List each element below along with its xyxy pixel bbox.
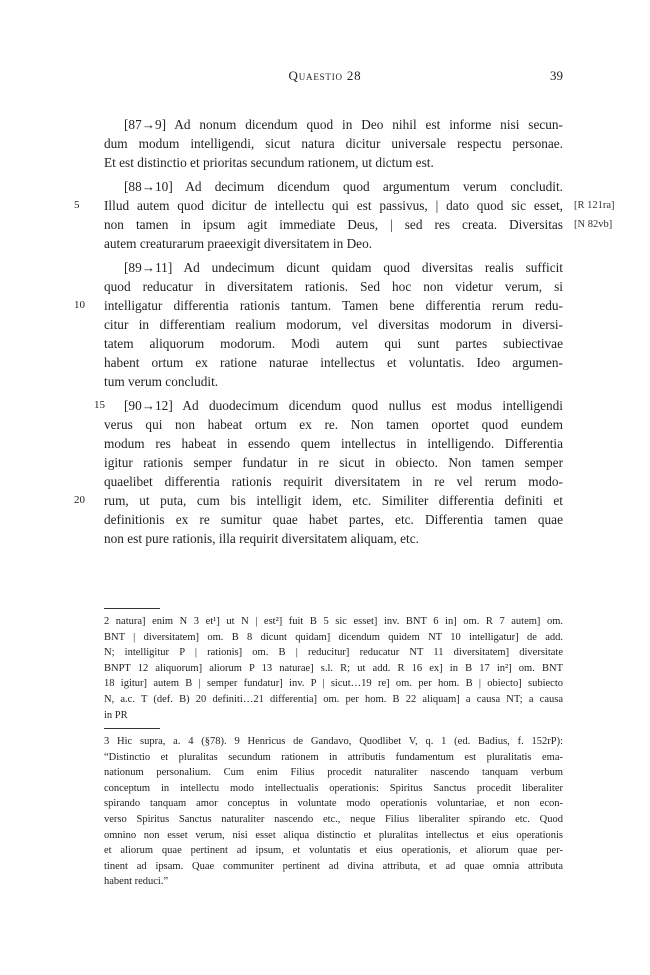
line-text: citur in differentiam realium modorum, vel diversitas modorum in diversi-	[104, 317, 563, 332]
line-text: [90→12] Ad duodecimum dicendum quod nullus est modus intelligendi	[124, 398, 563, 413]
text-line	[104, 472, 563, 491]
text-line	[104, 258, 563, 277]
running-head	[0, 68, 650, 86]
line-text: intelligatur differentia rationis tantum. Tamen bene differentia rerum redu-	[104, 298, 563, 313]
line-number: 20	[74, 494, 85, 506]
apparatus-critical-line: BNT | diversitatem] om. B 8 dicunt quidam] dicendum quidem NT 10 intelligatur] de add.	[104, 631, 563, 643]
apparatus-fontium-line: nationum personalium. Cum enim Filius procedit naturaliter nascendo tanquam verbum	[104, 767, 563, 779]
text-line	[104, 315, 563, 334]
main-text	[74, 115, 615, 553]
manuscript-folio-note: [R 121ra]	[574, 200, 615, 211]
manuscript-folio-note: [N 82vb]	[574, 219, 613, 230]
line-text: Illud autem quod dicitur de intellectu qui est passivus, | dato quod sic esset,	[104, 198, 563, 213]
line-text: [88→10] Ad decimum dicendum quod argumentum verum concludit.	[124, 179, 563, 194]
text-line	[74, 196, 615, 215]
apparatus-critical-line: N; intelligitur P | rationis] om. B | reducitur] reducatur NT 11 diversitatem] diversitate	[104, 647, 563, 659]
apparatus-critical-rule	[104, 608, 160, 609]
apparatus-fontium-line: verso Spiritus Sanctus naturaliter nascendo etc., neque Filius liberaliter spirando etc. Quod	[104, 813, 563, 825]
paragraph	[104, 115, 563, 172]
text-line	[104, 234, 563, 253]
text-line	[104, 115, 563, 134]
text-line	[104, 353, 563, 372]
line-text: dum modum intelligendi, sicut natura dicitur universale respectu personae.	[104, 136, 563, 151]
line-text: tum verum concludit.	[104, 374, 219, 389]
text-line	[104, 529, 563, 548]
text-line	[104, 153, 563, 172]
apparatus-fontium-line: et aliorum quae pertinent ad ipsum, et voluntatis et eius operationis, et aliorum quae per-	[104, 845, 563, 857]
apparatus-fontium-line: habent reduci.”	[104, 876, 169, 888]
line-text: autem creaturarum praeexigit diversitatem in Deo.	[104, 236, 373, 251]
text-line	[94, 396, 563, 415]
text-line	[104, 215, 613, 234]
text-line	[104, 372, 563, 391]
text-line	[74, 491, 563, 510]
line-text: modum res habeat in essendo quem intellectus in intelligendo. Differentia	[104, 436, 563, 451]
paragraph	[74, 258, 563, 391]
running-head-title: Quaestio 28	[288, 68, 362, 83]
apparatus-fontium-line: tinent ad ipsam. Quae communiter pertinent ad divina attributa, et ad quae omnia attributa	[104, 860, 563, 872]
text-line	[104, 177, 563, 196]
line-number: 15	[94, 399, 105, 411]
line-text: [87→9] Ad nonum dicendum quod in Deo nihil est informe nisi secun-	[124, 117, 563, 132]
apparatus-critical-line: N, a.c. T (def. B) 20 definiti…21 differentia] om. per hom. B 22 aliquam] a causa NT; a causa	[104, 693, 563, 705]
line-text: rum, ut puta, cum bis intelligit idem, etc. Similiter differentia definiti et	[104, 493, 563, 508]
text-line	[74, 296, 563, 315]
apparatus-fontium	[104, 734, 563, 890]
text-line	[104, 277, 563, 296]
page-number: 39	[550, 68, 563, 83]
line-text: quaelibet differentia rationis requirit diversitatem in re vel rerum modo-	[104, 474, 563, 489]
paragraph	[74, 177, 615, 253]
line-text: Et est distinctio et prioritas secundum rationem, ut dictum est.	[104, 155, 434, 170]
line-text: igitur rationis semper fundatur in re sicut in obiecto. Non tamen semper	[104, 455, 563, 470]
line-text: quod reducatur in diversitatem rationis. Sed hoc non videtur verum, si	[104, 279, 563, 294]
text-line	[104, 434, 563, 453]
apparatus-fontium-line: spirando tanquam amor conceptus in voluntate modo operationis voluntariae, et non econ-	[104, 798, 563, 810]
paragraph	[74, 396, 563, 548]
apparatus-critical-line: in PR	[104, 709, 128, 721]
line-text: definitionis ex re sumitur quae habet partes, etc. Differentia tamen quae	[104, 512, 563, 527]
line-text: verus qui non habeat ortum ex re. Non tamen oportet quod eundem	[104, 417, 563, 432]
line-text: non est pure rationis, illa requirit diversitatem aliquam, etc.	[104, 531, 419, 546]
apparatus-fontium-line: omnino non esset verum, nisi esset aliqua distinctio et pluralitas intellectus et eius operationis	[104, 829, 563, 841]
apparatus-critical-line: 2 natura] enim N 3 et¹] ut N | est²] fuit B 5 sic esset] inv. BNT 6 in] om. R 7 autem] om.	[104, 616, 563, 627]
text-line	[104, 453, 563, 472]
apparatus-fontium-line: conceptum in intellectu modo intellectualis operationis: Spiritus Sanctus procedit liberaliter	[104, 782, 563, 794]
text-line	[104, 415, 563, 434]
text-line	[104, 334, 563, 353]
text-line	[104, 510, 563, 529]
line-text: tatem aliquorum modorum. Modi autem qui sunt partes subiectivae	[104, 336, 563, 351]
line-number: 10	[74, 299, 85, 311]
apparatus-critical	[104, 614, 563, 723]
text-line	[104, 134, 563, 153]
line-number: 5	[74, 199, 80, 211]
line-text: [89→11] Ad undecimum dicunt quidam quod diversitas realis sufficit	[124, 260, 563, 275]
line-text: non tamen in ipsum agit immediate Deus, | sed res creata. Diversitas	[104, 217, 563, 232]
apparatus-fontium-rule	[104, 728, 160, 729]
apparatus-fontium-line: 3 Hic supra, a. 4 (§78). 9 Henricus de Gandavo, Quodlibet V, q. 1 (ed. Badius, f. 152rP):	[104, 736, 563, 747]
line-text: habent ortum ex ratione naturae intellectus et voluntatis. Ideo argumen-	[104, 355, 563, 370]
apparatus-critical-line: BNPT 12 aliquorum] aliorum P 13 naturae] s.l. R; ut add. R 16 ex] in B 17 in²] om. BNT	[104, 662, 563, 674]
apparatus-critical-line: 18 igitur] autem B | semper fundatur] inv. P | sicut…19 re] om. per hom. B | obiecto] subiecto	[104, 678, 563, 690]
apparatus-fontium-line: “Distinctio et pluralitas secundum rationem in attributis fundamentum est pluralitatis ema-	[104, 751, 563, 763]
